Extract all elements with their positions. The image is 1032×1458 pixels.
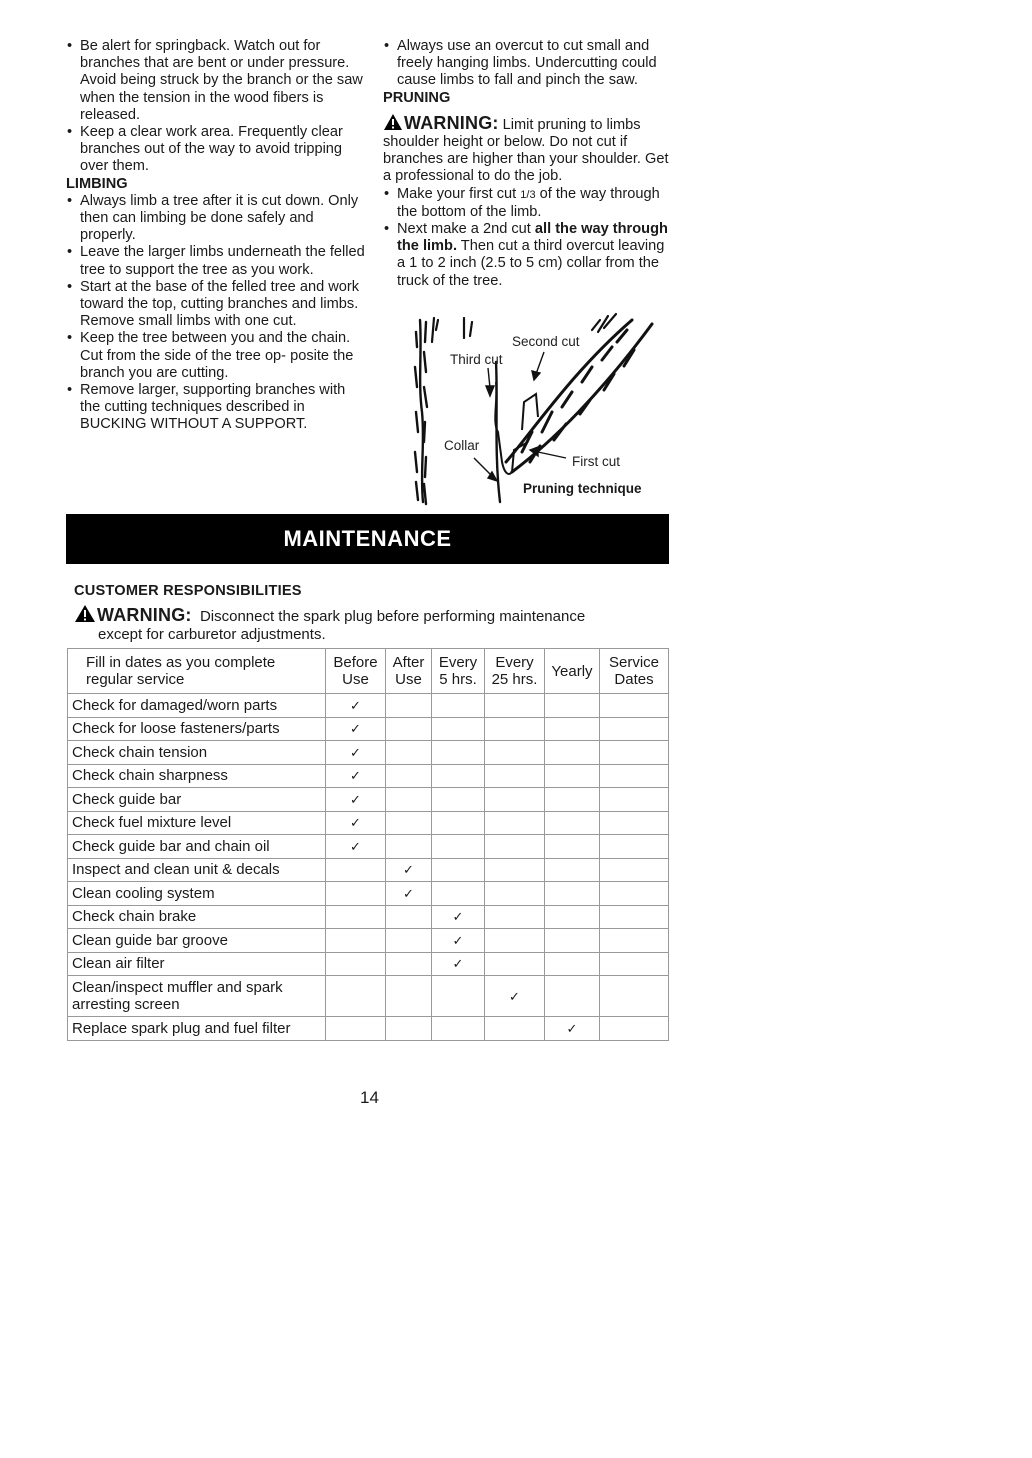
empty-cell bbox=[326, 858, 386, 882]
empty-cell bbox=[386, 717, 432, 741]
empty-cell bbox=[545, 858, 600, 882]
empty-cell bbox=[432, 882, 485, 906]
task-cell: Check for loose fasteners/parts bbox=[68, 717, 326, 741]
label-second-cut: Second cut bbox=[512, 334, 580, 349]
figure-caption: Pruning technique bbox=[523, 481, 642, 496]
label-first-cut: First cut bbox=[572, 454, 621, 469]
service-date-cell bbox=[600, 788, 669, 812]
warning-text-line-2: except for carburetor adjustments. bbox=[98, 626, 326, 643]
empty-cell bbox=[386, 905, 432, 929]
empty-cell bbox=[545, 929, 600, 953]
empty-cell bbox=[386, 952, 432, 976]
pruning-heading: PRUNING bbox=[383, 89, 451, 106]
empty-cell bbox=[386, 976, 432, 1017]
empty-cell bbox=[545, 835, 600, 859]
check-mark-icon: ✓ bbox=[326, 811, 386, 835]
empty-cell bbox=[545, 905, 600, 929]
service-date-cell bbox=[600, 882, 669, 906]
empty-cell bbox=[386, 929, 432, 953]
empty-cell bbox=[432, 858, 485, 882]
table-header-row bbox=[68, 649, 669, 694]
empty-cell bbox=[326, 929, 386, 953]
service-date-cell bbox=[600, 694, 669, 718]
table-row bbox=[68, 1017, 669, 1041]
maintenance-schedule-table bbox=[67, 648, 669, 1041]
maintenance-banner: MAINTENANCE bbox=[66, 514, 669, 564]
service-date-cell bbox=[600, 1017, 669, 1041]
empty-cell bbox=[545, 764, 600, 788]
empty-cell bbox=[432, 788, 485, 812]
safety-bullets bbox=[66, 38, 366, 176]
empty-cell bbox=[485, 858, 545, 882]
table-row bbox=[68, 882, 669, 906]
empty-cell bbox=[386, 811, 432, 835]
task-cell: Inspect and clean unit & decals bbox=[68, 858, 326, 882]
bullet-clear-area: • Keep a clear work area. Frequently clear branches out of the way to avoid tripping over them. bbox=[66, 124, 366, 176]
fraction-one-third: 1/3 bbox=[520, 188, 536, 201]
empty-cell bbox=[432, 694, 485, 718]
service-date-cell bbox=[600, 905, 669, 929]
page-number: 14 bbox=[360, 1088, 379, 1107]
service-date-cell bbox=[600, 741, 669, 765]
limbing-bullet: • Keep the tree between you and the chain. Cut from the side of the tree op- posite the branch you are cutting. bbox=[66, 330, 366, 382]
task-cell: Check guide bar and chain oil bbox=[68, 835, 326, 859]
label-third-cut: Third cut bbox=[450, 352, 503, 367]
empty-cell bbox=[485, 952, 545, 976]
check-mark-icon: ✓ bbox=[545, 1017, 600, 1041]
header-before-use: Before Use bbox=[326, 649, 386, 694]
table-row bbox=[68, 811, 669, 835]
table-row bbox=[68, 694, 669, 718]
task-cell: Replace spark plug and fuel filter bbox=[68, 1017, 326, 1041]
maintenance-warning bbox=[74, 604, 674, 644]
check-mark-icon: ✓ bbox=[432, 952, 485, 976]
bullet-first-cut: • Make your first cut 1/3 of the way through the bottom of the limb. bbox=[383, 186, 673, 221]
empty-cell bbox=[545, 882, 600, 906]
check-mark-icon: ✓ bbox=[326, 741, 386, 765]
task-cell: Check fuel mixture level bbox=[68, 811, 326, 835]
service-date-cell bbox=[600, 976, 669, 1017]
service-date-cell bbox=[600, 764, 669, 788]
check-mark-icon: ✓ bbox=[326, 835, 386, 859]
bullet-second-cut: • Next make a 2nd cut all the way through the limb. Then cut a third overcut leaving a 1 to 2 inch (2.5 to 5 cm) collar from the truck of the tree. bbox=[383, 221, 673, 290]
empty-cell bbox=[485, 905, 545, 929]
empty-cell bbox=[326, 976, 386, 1017]
empty-cell bbox=[485, 1017, 545, 1041]
empty-cell bbox=[326, 882, 386, 906]
empty-cell bbox=[485, 717, 545, 741]
task-cell: Clean/inspect muffler and spark arresting screen bbox=[68, 976, 326, 1017]
empty-cell bbox=[386, 835, 432, 859]
task-cell: Clean cooling system bbox=[68, 882, 326, 906]
header-every-5-hrs: Every 5 hrs. bbox=[432, 649, 485, 694]
warning-text: Limit pruning to limbs shoulder height or below. Do not cut if branches are higher than your shoulder. Get a professional to do the job. bbox=[383, 116, 669, 185]
empty-cell bbox=[485, 811, 545, 835]
empty-cell bbox=[545, 694, 600, 718]
header-after-use: After Use bbox=[386, 649, 432, 694]
empty-cell bbox=[386, 1017, 432, 1041]
empty-cell bbox=[326, 1017, 386, 1041]
task-cell: Check chain sharpness bbox=[68, 764, 326, 788]
check-mark-icon: ✓ bbox=[326, 694, 386, 718]
empty-cell bbox=[485, 929, 545, 953]
check-mark-icon: ✓ bbox=[326, 764, 386, 788]
task-cell: Check for damaged/worn parts bbox=[68, 694, 326, 718]
empty-cell bbox=[545, 952, 600, 976]
check-mark-icon: ✓ bbox=[386, 858, 432, 882]
limbing-bullet: • Remove larger, supporting branches with the cutting techniques described in BUCKING WITHOUT A SUPPORT. bbox=[66, 382, 366, 434]
limbing-heading: LIMBING bbox=[66, 175, 128, 192]
table-row bbox=[68, 788, 669, 812]
left-column bbox=[66, 38, 366, 434]
overcut-bullets bbox=[383, 38, 673, 90]
header-every-25-hrs: Every 25 hrs. bbox=[485, 649, 545, 694]
table-row bbox=[68, 741, 669, 765]
task-cell: Clean air filter bbox=[68, 952, 326, 976]
empty-cell bbox=[386, 694, 432, 718]
limbing-bullet: • Start at the base of the felled tree and work toward the top, cutting branches and limbs. Remove small limbs with one cut. bbox=[66, 279, 366, 331]
customer-responsibilities-heading: CUSTOMER RESPONSIBILITIES bbox=[74, 583, 302, 599]
bullet-overcut: • Always use an overcut to cut small and freely hanging limbs. Undercutting could cause limbs to fall and pinch the saw. bbox=[383, 38, 673, 90]
table-row bbox=[68, 976, 669, 1017]
empty-cell bbox=[545, 788, 600, 812]
check-mark-icon: ✓ bbox=[432, 929, 485, 953]
table-row bbox=[68, 835, 669, 859]
limbing-bullet: • Always limb a tree after it is cut down. Only then can limbing be done safely and properly. bbox=[66, 193, 366, 245]
service-date-cell bbox=[600, 929, 669, 953]
check-mark-icon: ✓ bbox=[326, 788, 386, 812]
limbing-bullets bbox=[66, 193, 366, 434]
warning-label: WARNING: bbox=[97, 605, 192, 625]
pruning-bullets bbox=[383, 186, 673, 290]
service-date-cell bbox=[600, 835, 669, 859]
empty-cell bbox=[485, 835, 545, 859]
empty-cell bbox=[386, 741, 432, 765]
check-mark-icon: ✓ bbox=[386, 882, 432, 906]
table-row bbox=[68, 858, 669, 882]
task-cell: Check chain tension bbox=[68, 741, 326, 765]
check-mark-icon: ✓ bbox=[326, 717, 386, 741]
bullet-springback: • Be alert for springback. Watch out for branches that are bent or under pressure. Avoid being struck by the branch or the saw when the tension in the wood fibers is released. bbox=[66, 38, 366, 124]
empty-cell bbox=[485, 882, 545, 906]
warning-triangle-icon bbox=[383, 113, 403, 131]
limbing-bullet: • Leave the larger limbs underneath the felled tree to support the tree as you work. bbox=[66, 244, 366, 278]
empty-cell bbox=[545, 976, 600, 1017]
service-date-cell bbox=[600, 858, 669, 882]
empty-cell bbox=[326, 905, 386, 929]
pruning-technique-figure bbox=[412, 312, 672, 508]
task-cell: Clean guide bar groove bbox=[68, 929, 326, 953]
warning-label: WARNING: bbox=[404, 112, 499, 133]
empty-cell bbox=[432, 1017, 485, 1041]
header-yearly: Yearly bbox=[545, 649, 600, 694]
check-mark-icon: ✓ bbox=[485, 976, 545, 1017]
table-row bbox=[68, 764, 669, 788]
empty-cell bbox=[545, 741, 600, 765]
empty-cell bbox=[485, 764, 545, 788]
empty-cell bbox=[432, 811, 485, 835]
empty-cell bbox=[386, 788, 432, 812]
check-mark-icon: ✓ bbox=[432, 905, 485, 929]
table-row bbox=[68, 905, 669, 929]
empty-cell bbox=[545, 811, 600, 835]
table-row bbox=[68, 952, 669, 976]
service-date-cell bbox=[600, 717, 669, 741]
empty-cell bbox=[485, 694, 545, 718]
empty-cell bbox=[432, 717, 485, 741]
warning-text-line-1: Disconnect the spark plug before performing maintenance bbox=[199, 608, 586, 625]
pruning-warning bbox=[383, 113, 673, 186]
service-date-cell bbox=[600, 952, 669, 976]
warning-triangle-icon bbox=[74, 604, 96, 623]
empty-cell bbox=[485, 741, 545, 765]
empty-cell bbox=[432, 764, 485, 788]
task-cell: Check guide bar bbox=[68, 788, 326, 812]
header-service-dates: Service Dates bbox=[600, 649, 669, 694]
empty-cell bbox=[432, 835, 485, 859]
header-task: Fill in dates as you complete regular service bbox=[68, 649, 326, 694]
service-date-cell bbox=[600, 811, 669, 835]
right-column bbox=[383, 38, 673, 290]
label-collar: Collar bbox=[444, 438, 480, 453]
table-body bbox=[68, 694, 669, 1041]
table-row bbox=[68, 717, 669, 741]
empty-cell bbox=[432, 741, 485, 765]
empty-cell bbox=[326, 952, 386, 976]
empty-cell bbox=[545, 717, 600, 741]
task-cell: Check chain brake bbox=[68, 905, 326, 929]
empty-cell bbox=[485, 788, 545, 812]
table-row bbox=[68, 929, 669, 953]
empty-cell bbox=[386, 764, 432, 788]
empty-cell bbox=[432, 976, 485, 1017]
